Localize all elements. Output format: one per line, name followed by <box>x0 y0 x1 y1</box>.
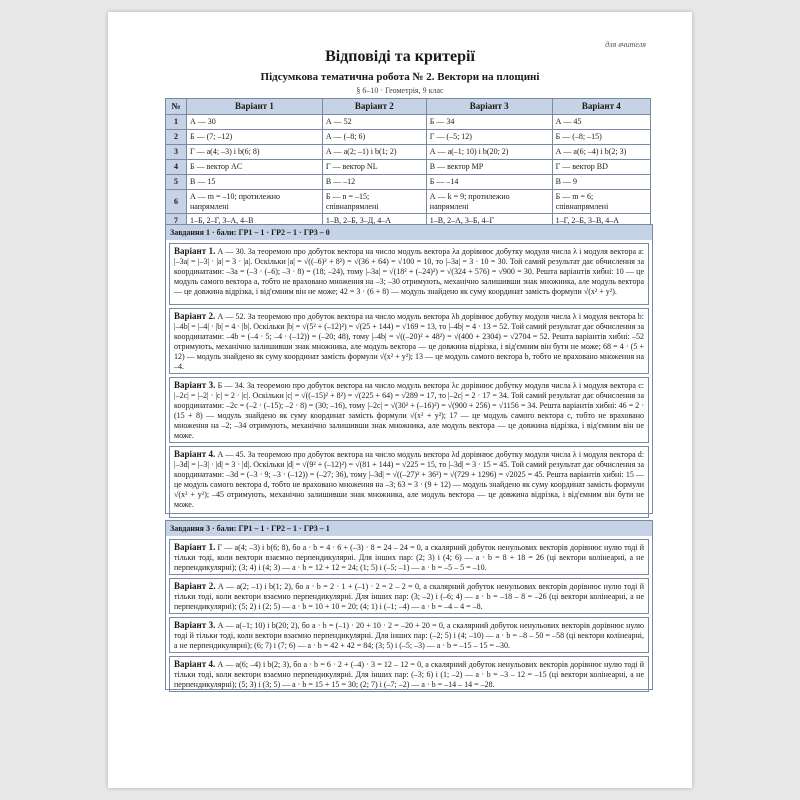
row-number: 5 <box>166 175 187 190</box>
table-cell: 1–В, 2–А, 3–Б, 4–Г <box>426 214 552 229</box>
header-cell: № <box>166 99 187 115</box>
variant-text: А — a(6; –4) і b(2; 3), бо a · b = 6 · 2 + (–4) · 3 = 12 – 12 = 0, а скалярний добуток ненульових векторів дорівнює нулю тоді й тільки тоді, коли вектори взаємно перпендикулярні. Для інших пар: (–3; 6) і (1; –2) — a · b = –3 – 12 = –15 (ці вектори колінеарні, а не перпендикулярні); (5; 3) і (3; 5) — a · b = 15 + 15 = 30; (2; 7) і (–7; –2) — a · b = –14 – 14 = –28. <box>174 660 644 689</box>
variant-label: Варіант 2. <box>174 581 216 591</box>
table-cell: Г — вектор BD <box>552 160 650 175</box>
table-header-row <box>166 99 651 115</box>
table-cell: Г — (–5; 12) <box>426 130 552 145</box>
variant-label: Варіант 4. <box>174 659 216 669</box>
task1-section <box>165 224 653 514</box>
task1-variant-1 <box>169 243 649 305</box>
variant-label: Варіант 4. <box>174 449 216 459</box>
table-cell: Б — 34 <box>426 115 552 130</box>
table-cell: В — 15 <box>187 175 323 190</box>
variant-text: Г — a(4; –3) і b(6; 8), бо a · b = 4 · 6 + (–3) · 8 = 24 – 24 = 0, а скалярний добуток ненульових векторів дорівнює нулю тоді й тільки тоді, коли вектори взаємно перпендикулярні. Для інших пар: (2; 3) і (4; 6) — a · b = 8 + 18 = 26 (ці вектори колінеарні, а не перпендикулярні); (3; 4) і (4; 3) — a · b = 12 + 12 = 24; (1; 5) і (–5; –1) — a · b = –5 – 5 = –10. <box>174 543 645 572</box>
page-subtitle: Підсумкова тематична робота № 2. Вектори на площині <box>260 71 540 83</box>
table-cell: Б — n = –15; співнапрямлені <box>322 190 426 214</box>
row-number: 4 <box>166 160 187 175</box>
task1-variant-4 <box>169 446 649 518</box>
task1-header: Завдання 1 · бали: ГР1 – 1 · ГР2 – 1 · ГР3 – 0 <box>166 225 652 240</box>
variant-label: Варіант 2. <box>174 311 216 321</box>
table-cell: 1–Г, 2–Б, 3–В, 4–А <box>552 214 650 229</box>
table-row <box>166 115 651 130</box>
variant-text: А — a(–1; 10) і b(20; 2), бо a · b = (–1) · 20 + 10 · 2 = –20 + 20 = 0, а скалярний добуток ненульових векторів дорівнює нулю тоді й тільки тоді, коли вектори взаємно перпендикулярні. Для інших пар: (–2; 5) і (4; –10) — a · b = –8 – 50 = –58 (ці вектори колінеарні, а не перпендикулярні); (6; 7) і (7; 6) — a · b = 42 + 42 = 84; (3; 5) і (–5; –3) — a · b = –15 – 15 = –30. <box>174 621 645 650</box>
table-cell: Б — (–8; –15) <box>552 130 650 145</box>
task3-variant-4 <box>169 656 649 692</box>
task3-variant-2 <box>169 578 649 614</box>
variant-label: Варіант 1. <box>174 542 216 552</box>
table-cell: Г — вектор NL <box>322 160 426 175</box>
table-cell: А — a(–1; 10) і b(20; 2) <box>426 145 552 160</box>
table-cell: Б — вектор AC <box>187 160 323 175</box>
task1-variant-2 <box>169 308 649 374</box>
variant-text: А — 30. За теоремою про добуток вектора на число модуль вектора λa дорівнює добутку модуля числа λ і модуля вектора a: |–3a| = |–3| · |a| = 3 · |a|. Оскільки |a| = √((–6)² + 8²) = √(36 + 64) = √100 = 10, то |–3a| = 3 · 10 = 30. Той самий результат дає обчислення за координатами: –3a = (–3 · (–6); –3 · 8) = (18; –24), тому |–3a| = √(18² + (–24)²) = √(324 + 576) = √900 = 30. Решта варіантів хибні: 10 — це модуль самого вектора a, тобто не враховано множення на –3; –30 отримують, механічно залишивши знак множника, але модуль вектора — це довжина відрізка, і від'ємним він не може; 42 = 3 · (6 + 8) — модуль знайдено як суму координат замість формули √(x² + y²). <box>174 247 645 296</box>
table-cell: А — m = –10; протилежно напрямлені <box>187 190 323 214</box>
header-cell: Варіант 1 <box>187 99 323 115</box>
table-cell: А — k = 9; протилежно напрямлені <box>426 190 552 214</box>
table-cell: А — a(2; –1) і b(1; 2) <box>322 145 426 160</box>
row-number: 2 <box>166 130 187 145</box>
table-row <box>166 190 651 214</box>
row-number: 3 <box>166 145 187 160</box>
page-title: Відповіді та критерії <box>325 48 475 65</box>
row-number: 1 <box>166 115 187 130</box>
table-row <box>166 160 651 175</box>
task1-variant-3 <box>169 377 649 443</box>
table-cell: А — a(6; –4) і b(2; 3) <box>552 145 650 160</box>
header-cell: Варіант 3 <box>426 99 552 115</box>
table-cell: А — (–8; 6) <box>322 130 426 145</box>
table-row <box>166 130 651 145</box>
table-cell: Б — (7; –12) <box>187 130 323 145</box>
audience-label: для вчителя <box>605 40 646 49</box>
table-cell: А — 52 <box>322 115 426 130</box>
variant-label: Варіант 3. <box>174 620 216 630</box>
variant-label: Варіант 3. <box>174 380 216 390</box>
row-number: 7 <box>166 214 187 229</box>
task3-variant-1 <box>169 539 649 575</box>
task3-header: Завдання 3 · бали: ГР1 – 1 · ГР2 – 1 · ГР3 – 1 <box>166 521 652 536</box>
table-cell: В — вектор MP <box>426 160 552 175</box>
table-row <box>166 145 651 160</box>
table-cell: Г — a(4; –3) і b(6; 8) <box>187 145 323 160</box>
table-cell: А — 30 <box>187 115 323 130</box>
table-cell: 1–В, 2–Б, 3–Д, 4–А <box>322 214 426 229</box>
variant-label: Варіант 1. <box>174 246 216 256</box>
table-cell: В — –12 <box>322 175 426 190</box>
table-cell: Б — m = 6; співнапрямлені <box>552 190 650 214</box>
header-cell: Варіант 2 <box>322 99 426 115</box>
table-cell: Б — –14 <box>426 175 552 190</box>
task3-variant-3 <box>169 617 649 653</box>
variant-text: А — a(2; –1) і b(1; 2), бо a · b = 2 · 1 + (–1) · 2 = 2 – 2 = 0, а скалярний добуток ненульових векторів дорівнює нулю тоді й тільки тоді, коли вектори взаємно перпендикулярні. Для інших пар: (3; –2) і (–6; 4) — a · b = –18 – 8 = –26 (ці вектори колінеарні, а не перпендикулярні); (5; 2) і (2; 5) — a · b = 10 + 10 = 20; (4; 1) і (–1; –4) — a · b = –4 – 4 = –8. <box>174 582 644 611</box>
variant-text: А — 45. За теоремою про добуток вектора на число модуль вектора λd дорівнює добутку модуля числа λ і модуля вектора d: |–3d| = |–3| · |d| = 3 · |d|. Оскільки |d| = √(9² + (–12)²) = √(81 + 144) = √225 = 15, то |–3d| = 3 · 15 = 45. Той самий результат дає обчислення за координатами: –3d = (–3 · 9; –3 · (–12)) = (–27; 36), тому |–3d| = √((–27)² + 36²) = √(729 + 1296) = √2025 = 45. Решта варіантів хибні: 15 — це модуль самого вектора d, тобто не враховано множення на –3; 63 = 3 · (9 + 12) — модуль знайдено як суму координат замість формули √(x² + y²); –45 отримують, механічно залишивши знак множника, але модуль вектора — це довжина відрізка, і від'ємним він бути не може. <box>174 450 644 509</box>
table-row <box>166 175 651 190</box>
table-cell: 1–Б, 2–Г, 3–А, 4–В <box>187 214 323 229</box>
row-number: 6 <box>166 190 187 214</box>
section-note: § 6–10 · Геометрія, 9 клас <box>356 86 444 95</box>
answers-table <box>165 98 651 229</box>
table-cell: В — 9 <box>552 175 650 190</box>
header-cell: Варіант 4 <box>552 99 650 115</box>
variant-text: Б — 34. За теоремою про добуток вектора на число модуль вектора λc дорівнює добутку модуля числа λ і модуля вектора c: |–2c| = |–2| · |c| = 2 · |c|. Оскільки |c| = √((–15)² + 8²) = √(225 + 64) = √289 = 17, то |–2c| = 2 · 17 = 34. Той самий результат дає обчислення за координатами: –2c = (–2 · (–15); –2 · 8) = (30; –16), тому |–2c| = √(30² + (–16)²) = √(900 + 256) = √1156 = 34. Решта варіантів хибні: 46 = 2 · (15 + 8) — модуль знайдено як суму координат замість формули √(x² + y²); 17 — це модуль самого вектора c, тобто не враховано множення на –2; –34 отримують, механічно залишивши знак множника, але модуль вектора — це довжина відрізка, і від'ємним він не може. <box>174 381 645 440</box>
variant-text: А — 52. За теоремою про добуток вектора на число модуль вектора λb дорівнює добутку модуля числа λ і модуля вектора b: |–4b| = |–4| · |b| = 4 · |b|. Оскільки |b| = √(5² + (–12)²) = √(25 + 144) = √169 = 13, то |–4b| = 4 · 13 = 52. Той самий результат дає обчислення за координатами: –4b = (–4 · 5; –4 · (–12)) = (–20; 48), тому |–4b| = √((–20)² + 48²) = √(400 + 2304) = √2704 = 52. Решта варіантів хибні: –52 отримують, механічно залишивши знак множника, але модуль вектора — це довжина відрізка, і від'ємним він бути не може; 68 = 4 · (5 + 12) — модуль знайдено як суму координат замість формули √(x² + y²); 13 — це модуль самого вектора b, тобто не враховано множення на –4. <box>174 312 644 371</box>
table-cell: А — 45 <box>552 115 650 130</box>
task3-section <box>165 520 653 690</box>
